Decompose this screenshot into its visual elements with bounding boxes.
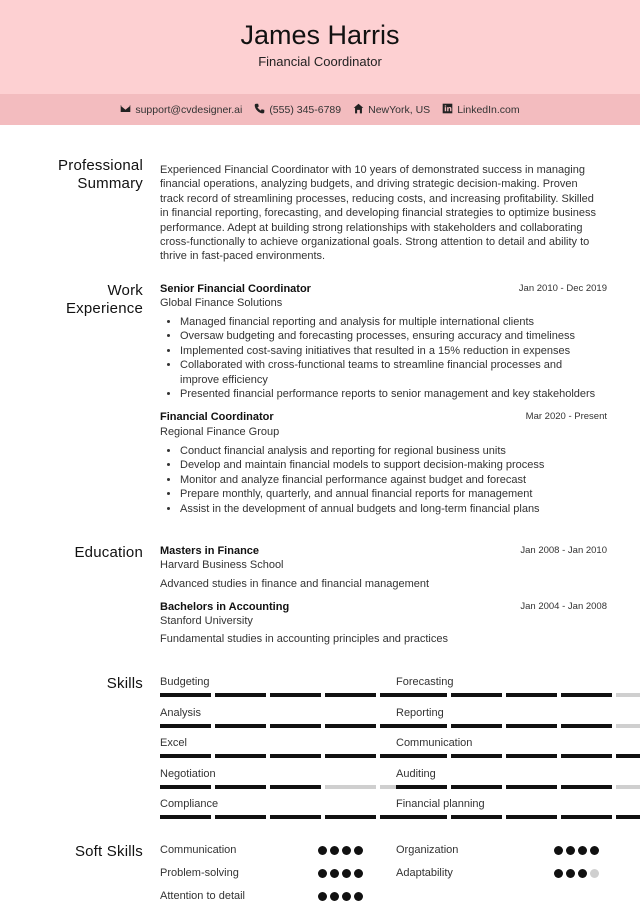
contact-phone[interactable] bbox=[254, 103, 341, 117]
home-icon bbox=[353, 103, 364, 117]
summary-line: Experienced Financial Coordinator with 10 years of demonstrated success in managing bbox=[160, 164, 585, 176]
location-text: NewYork, US bbox=[368, 103, 431, 116]
rating-dot-filled bbox=[354, 869, 363, 878]
job-title: Senior Financial Coordinator bbox=[160, 283, 311, 295]
skill-segment-filled bbox=[561, 785, 612, 789]
skill-segment-filled bbox=[160, 815, 211, 819]
contact-location[interactable] bbox=[353, 103, 430, 117]
skill-level-bar bbox=[160, 724, 431, 728]
rating-dot-filled bbox=[318, 869, 327, 878]
summary-line: performance. Adept at building strong relationships with stakeholders and collaborating bbox=[160, 221, 583, 234]
rating-dot-filled bbox=[554, 869, 563, 878]
contact-email[interactable] bbox=[120, 103, 242, 117]
skill-segment-filled bbox=[561, 754, 612, 758]
skill-label: Negotiation bbox=[160, 767, 216, 780]
skill-level-bar bbox=[396, 754, 640, 758]
contact-bar bbox=[0, 94, 640, 125]
skill-segment-filled bbox=[616, 815, 640, 819]
skill-segment-filled bbox=[451, 724, 502, 728]
job-bullet: • Oversaw budgeting and forecasting processes, ensuring accuracy and timeliness bbox=[180, 329, 610, 343]
job-bullet: • Develop and maintain financial models to support decision-making process bbox=[180, 458, 610, 472]
skill-segment-filled bbox=[325, 754, 376, 758]
skill-level-bar bbox=[160, 815, 431, 819]
section-title-work bbox=[66, 282, 143, 318]
skill-level-bar bbox=[160, 785, 431, 789]
summary-line: financial operations, analyzing budgets, and driving strategic decision-making. Proven bbox=[160, 178, 578, 191]
skill-segment-filled bbox=[325, 815, 376, 819]
skill-level-bar bbox=[396, 785, 640, 789]
rating-dot-filled bbox=[578, 869, 587, 878]
job-bullet: • Conduct financial analysis and reporting for regional business units bbox=[180, 444, 610, 458]
skill-segment-filled bbox=[561, 724, 612, 728]
skill-label: Excel bbox=[160, 737, 187, 749]
job-bullet: • Presented financial performance reports to senior management and key stakeholders bbox=[180, 387, 610, 401]
job-bullet: • Prepare monthly, quarterly, and annual financial reports for management bbox=[180, 487, 610, 501]
summary-text bbox=[160, 163, 620, 264]
section-title-soft-skills: Soft Skills bbox=[74, 843, 143, 860]
soft-skill-rating bbox=[554, 846, 599, 855]
skill-label: Forecasting bbox=[396, 676, 454, 688]
rating-dot-filled bbox=[318, 892, 327, 901]
soft-skill-rating bbox=[554, 869, 599, 878]
skill-label: Budgeting bbox=[160, 676, 210, 688]
rating-dot-filled bbox=[330, 892, 339, 901]
education-date: Jan 2004 - Jan 2008 bbox=[520, 601, 607, 612]
soft-skill-rating bbox=[318, 846, 363, 855]
school-name: Harvard Business School bbox=[160, 559, 284, 571]
rating-dot-filled bbox=[554, 846, 563, 855]
skill-segment-filled bbox=[396, 785, 447, 789]
section-title-education: Education bbox=[74, 544, 143, 561]
job-bullet: • Monitor and analyze financial performance against budget and forecast bbox=[180, 473, 610, 487]
skill-segment-filled bbox=[270, 754, 321, 758]
rating-dot-filled bbox=[342, 846, 351, 855]
rating-dot-filled bbox=[354, 846, 363, 855]
contact-linkedin[interactable] bbox=[442, 103, 519, 117]
section-title-line: Experience bbox=[65, 300, 143, 317]
soft-skill-label: Communication bbox=[160, 844, 237, 856]
job-date: Mar 2020 - Present bbox=[525, 411, 607, 422]
skill-segment-filled bbox=[215, 693, 266, 697]
degree-title: Masters in Finance bbox=[160, 545, 260, 557]
soft-skill-label: Attention to detail bbox=[160, 890, 246, 902]
job-bullets bbox=[160, 315, 610, 401]
rating-dot-filled bbox=[318, 846, 327, 855]
skill-segment-filled bbox=[616, 754, 640, 758]
job-bullets bbox=[160, 444, 610, 516]
soft-skill-label: Organization bbox=[396, 844, 459, 856]
section-title-skills: Skills bbox=[106, 675, 143, 692]
job-bullet: • Collaborated with cross-functional teams to streamline financial processes and improve efficiency bbox=[180, 358, 590, 387]
rating-dot-filled bbox=[342, 892, 351, 901]
rating-dot-filled bbox=[566, 846, 575, 855]
skill-segment-filled bbox=[451, 754, 502, 758]
rating-dot-filled bbox=[330, 869, 339, 878]
skill-segment-filled bbox=[506, 754, 557, 758]
school-name: Stanford University bbox=[160, 615, 253, 627]
linkedin-icon bbox=[442, 103, 453, 117]
skill-segment-filled bbox=[270, 724, 321, 728]
rating-dot-filled bbox=[354, 892, 363, 901]
skill-segment-filled bbox=[160, 724, 211, 728]
skill-segment-filled bbox=[215, 785, 266, 789]
summary-line: track record of streamlining processes, reducing costs, and increasing profitability. Skilled bbox=[160, 192, 594, 205]
job-date: Jan 2010 - Dec 2019 bbox=[518, 283, 607, 294]
degree-description: Fundamental studies in accounting principles and practices bbox=[160, 633, 448, 645]
skill-segment-filled bbox=[160, 693, 211, 697]
skill-label: Financial planning bbox=[396, 798, 485, 810]
skill-segment-filled bbox=[325, 724, 376, 728]
linkedin-text: LinkedIn.com bbox=[457, 103, 520, 116]
job-title: Financial Coordinator bbox=[160, 411, 274, 423]
skill-segment-filled bbox=[506, 785, 557, 789]
education-date: Jan 2008 - Jan 2010 bbox=[520, 545, 607, 556]
skill-label: Analysis bbox=[160, 706, 201, 719]
skill-segment-filled bbox=[396, 693, 447, 697]
soft-skill-rating bbox=[318, 869, 363, 878]
soft-skill-label: Adaptability bbox=[396, 867, 453, 879]
job-company: Global Finance Solutions bbox=[160, 297, 283, 309]
skill-segment-filled bbox=[451, 815, 502, 819]
job-company: Regional Finance Group bbox=[160, 426, 280, 438]
skill-segment-filled bbox=[215, 815, 266, 819]
summary-line: cross-functionally to achieve organizational goals. Strong attention to detail and ability to bbox=[160, 236, 590, 249]
skill-segment-filled bbox=[270, 815, 321, 819]
job-bullet: • Assist in the development of annual budgets and long-term financial plans bbox=[180, 502, 610, 516]
skill-segment-filled bbox=[160, 754, 211, 758]
degree-description: Advanced studies in finance and financial management bbox=[160, 578, 430, 590]
skill-segment-empty bbox=[616, 693, 640, 697]
section-title-line: Summary bbox=[77, 175, 143, 192]
skill-segment-filled bbox=[396, 815, 447, 819]
skill-segment-filled bbox=[561, 815, 612, 819]
skill-segment-filled bbox=[451, 785, 502, 789]
section-title-line: Work bbox=[107, 282, 143, 299]
skill-level-bar bbox=[160, 693, 431, 697]
skill-segment-filled bbox=[215, 754, 266, 758]
section-title-summary bbox=[58, 157, 143, 193]
rating-dot-filled bbox=[578, 846, 587, 855]
degree-title: Bachelors in Accounting bbox=[160, 601, 290, 613]
skill-level-bar bbox=[396, 724, 640, 728]
skill-segment-filled bbox=[561, 693, 612, 697]
skill-label: Compliance bbox=[160, 798, 219, 810]
candidate-title: Financial Coordinator bbox=[258, 54, 382, 69]
skill-segment-filled bbox=[396, 724, 447, 728]
rating-dot-empty bbox=[590, 869, 599, 878]
skill-segment-filled bbox=[506, 724, 557, 728]
skill-level-bar bbox=[160, 754, 431, 758]
rating-dot-filled bbox=[566, 869, 575, 878]
skill-label: Auditing bbox=[396, 767, 436, 780]
skill-segment-empty bbox=[325, 785, 376, 789]
skill-level-bar bbox=[396, 815, 640, 819]
skill-label: Communication bbox=[396, 737, 473, 749]
skill-segment-filled bbox=[506, 815, 557, 819]
email-text: support@cvdesigner.ai bbox=[135, 103, 243, 116]
skill-segment-filled bbox=[396, 754, 447, 758]
candidate-name: James Harris bbox=[240, 20, 400, 50]
section-title-line: Professional bbox=[58, 157, 143, 174]
skill-segment-empty bbox=[616, 724, 640, 728]
rating-dot-filled bbox=[342, 869, 351, 878]
soft-skill-rating bbox=[318, 892, 363, 901]
skill-segment-empty bbox=[616, 785, 640, 789]
envelope-icon bbox=[120, 103, 131, 117]
skill-segment-filled bbox=[325, 693, 376, 697]
summary-line: in financial reporting, forecasting, and developing financial strategies to optimize business bbox=[160, 207, 596, 220]
rating-dot-filled bbox=[330, 846, 339, 855]
skill-segment-filled bbox=[160, 785, 211, 789]
job-bullet: • Managed financial reporting and analysis for multiple international clients bbox=[180, 315, 610, 329]
summary-line: thrive in fast-paced environments. bbox=[160, 250, 326, 263]
phone-icon bbox=[254, 103, 265, 117]
skill-segment-filled bbox=[270, 785, 321, 789]
skill-segment-filled bbox=[215, 724, 266, 728]
skill-segment-filled bbox=[506, 693, 557, 697]
skill-level-bar bbox=[396, 693, 640, 697]
skill-segment-filled bbox=[451, 693, 502, 697]
skill-label: Reporting bbox=[396, 706, 444, 719]
job-bullet: • Implemented cost-saving initiatives that resulted in a 15% reduction in expenses bbox=[180, 344, 610, 358]
rating-dot-filled bbox=[590, 846, 599, 855]
phone-text: (555) 345-6789 bbox=[269, 103, 342, 116]
skill-segment-filled bbox=[270, 693, 321, 697]
soft-skill-label: Problem-solving bbox=[160, 867, 239, 879]
resume-header bbox=[0, 0, 640, 94]
